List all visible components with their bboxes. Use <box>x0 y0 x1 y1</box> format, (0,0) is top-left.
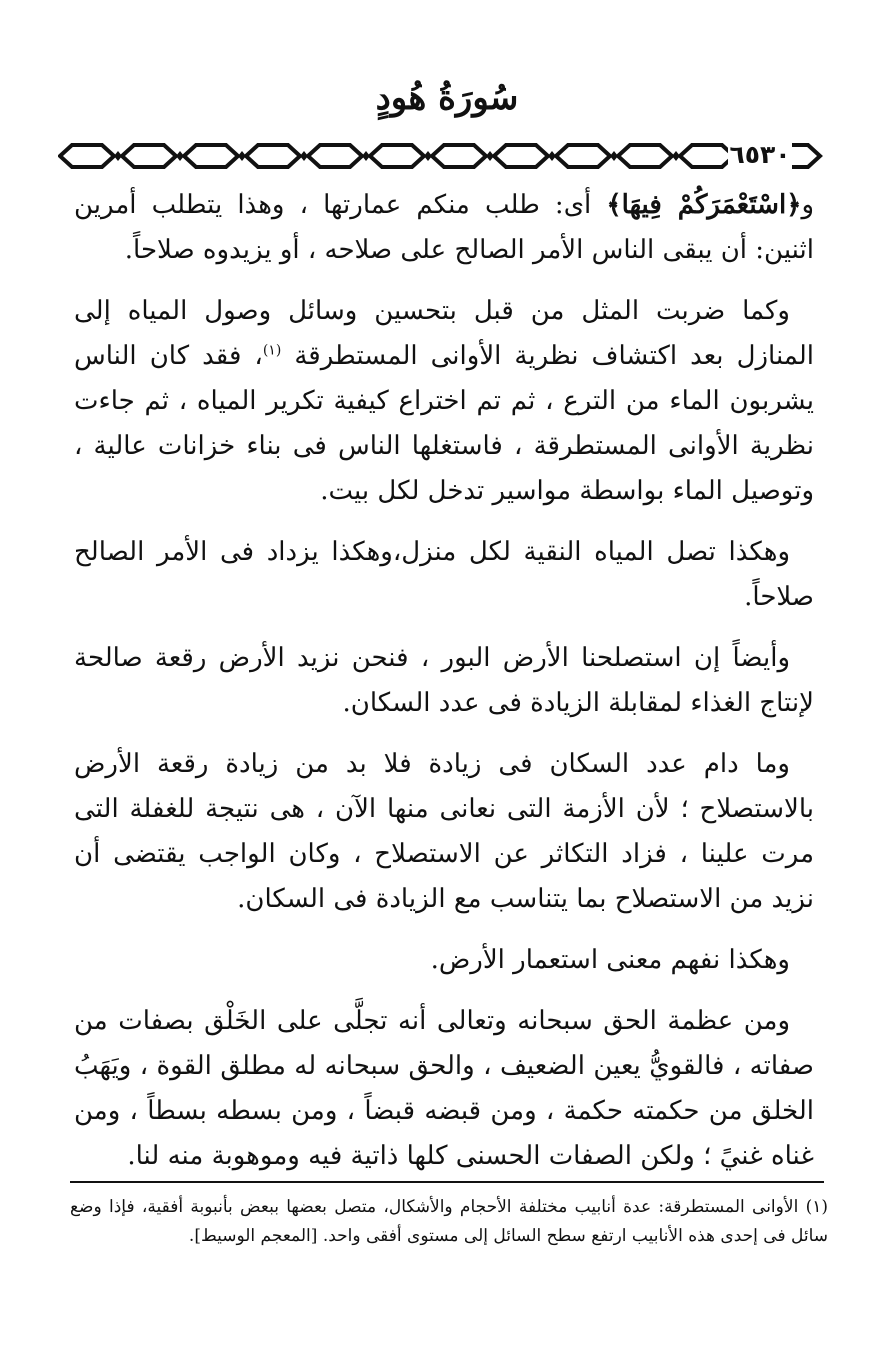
footnote: (١) الأوانى المستطرقة: عدة أنابيب مختلفة الأحجام والأشكال، متصل بعضها ببعض بأنبوبة أفقية، فإذا وضع سائل فى إحدى هذه الأنابيب ارتفع سطح السائل إلى مستوى أفقى واحد. [المعجم الوسيط]. <box>70 1197 828 1246</box>
paragraph <box>74 183 814 273</box>
paragraph: وأيضاً إن استصلحنا الأرض البور ، فنحن نزيد الأرض رقعة صالحة لإنتاج الغذاء لمقابلة الزيادة فى عدد السكان. <box>74 643 814 718</box>
surah-title: سُورَةُ هُودٍ <box>375 78 519 118</box>
quran-verse: ﴿اسْتَعْمَرَكُمْ فِيهَا﴾ <box>606 190 802 220</box>
paragraph: وما دام عدد السكان فى زيادة فلا بد من زيادة رقعة الأرض بالاستصلاح ؛ لأن الأزمة التى نعانى منها الآن ، هى نتيجة للغفلة التى مرت علينا ، فزاد التكاثر عن الاستصلاح ، وكان الواجب يقتضى أن نزيد من الاستصلاح بما يتناسب مع الزيادة فى السكان. <box>74 749 814 914</box>
paragraph-lead: و <box>801 190 814 220</box>
footnote-divider <box>70 1181 824 1183</box>
paragraph: ومن عظمة الحق سبحانه وتعالى أنه تجلَّى على الخَلْق بصفات من صفاته ، فالقويُّ يعين الضعيف ، والحق سبحانه له مطلق القوة ، ويَهَبُ الخلق من حكمته حكمة ، ومن قبضه قبضاً ، ومن بسطه بسطاً ، ومن غناه غنيً ؛ ولكن الصفات الحسنى كلها ذاتية فيه وموهوبة منه لنا. <box>74 1006 814 1171</box>
decorative-border <box>58 139 826 173</box>
paragraph-text: ، فقد كان الناس يشربون الماء من الترع ، ثم تم اختراع كيفية تكرير المياه ، ثم جاءت نظرية الأوانى المستطرقة ، فاستغلها الناس فى بناء خزانات عالية ، وتوصيل الماء بواسطة مواسير تدخل لكل بيت. <box>74 341 814 506</box>
paragraph-text: أى: طلب منكم عمارتها ، وهذا يتطلب أمرين اثنين: أن يبقى الناس الأمر الصالح على صلاحه ، أو يزيدوه صلاحاً. <box>74 190 814 265</box>
page-number: ٦٥٣٠ <box>729 140 791 169</box>
paragraph: وهكذا نفهم معنى استعمار الأرض. <box>430 945 790 975</box>
paragraph-text: وكما ضربت المثل من قبل بتحسين وسائل وصول المياه إلى المنازل بعد اكتشاف نظرية الأوانى المستطرقة <box>74 296 814 371</box>
paragraph: وهكذا تصل المياه النقية لكل منزل،وهكذا يزداد فى الأمر الصالح صلاحاً. <box>74 537 814 612</box>
footnote-reference[interactable]: (١) <box>262 342 282 359</box>
paragraph <box>74 289 814 514</box>
page-body <box>74 183 814 1195</box>
